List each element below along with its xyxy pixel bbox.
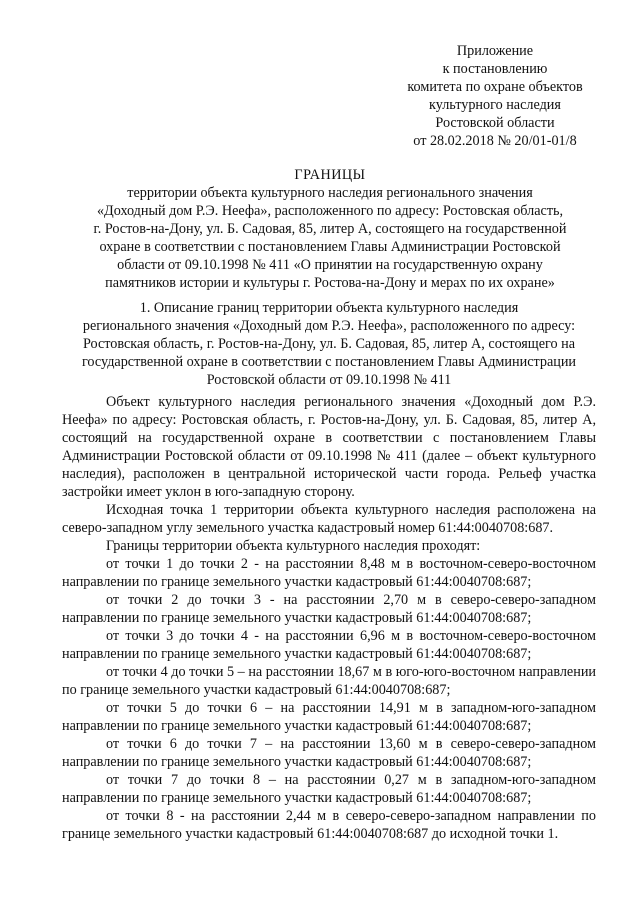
start-point-paragraph: Исходная точка 1 территории объекта культурного наследия расположена на северо-западном углу земельного участка кадастровый номер 61:44:0040708:687.	[62, 502, 596, 536]
section-heading-line: Ростовская область, г. Ростов-на-Дону, ул. Б. Садовая, 85, литер А, состоящего на	[82, 336, 576, 352]
title-line: «Доходный дом Р.Э. Неефа», расположенного по адресу: Ростовская область,	[96, 203, 564, 219]
section-heading-line: регионального значения «Доходный дом Р.Э. Неефа», расположенного по адресу:	[82, 318, 576, 334]
title-line: памятников истории и культуры г. Ростова-на-Дону и мерах по их охране»	[105, 275, 555, 291]
title-line: охране в соответствии с постановлением Главы Администрации Ростовской	[99, 239, 561, 255]
boundary-segment: от точки 2 до точки 3 - на расстоянии 2,70 м в северо-северо-западном направлении по границе земельного участки кадастровый 61:44:0040708:687;	[62, 592, 596, 626]
title-line: области от 09.10.1998 № 411 «О принятии на государственную охрану	[117, 257, 543, 273]
boundaries-intro: Границы территории объекта культурного наследия проходят:	[106, 538, 481, 554]
title-line: территории объекта культурного наследия регионального значения	[127, 185, 533, 201]
title-line: г. Ростов-на-Дону, ул. Б. Садовая, 85, литер А, состоящего на государственной	[93, 221, 567, 237]
title-heading: ГРАНИЦЫ	[294, 167, 366, 183]
document-title	[60, 166, 600, 292]
intro-paragraph: Объект культурного наследия регионального значения «Доходный дом Р.Э. Неефа» по адресу: Ростовская область, г. Ростов-на-Дону, ул. Б. Садовая, 85, литер А, состоящий на государственной охране в соответствии с постановлением Главы Администрации Ростовской области от 09.10.1998 № 411 (далее – объект культурного наследия), расположен в центральной исторической части города. Рельеф участка застройки имеет уклон в юго-западную сторону.	[62, 394, 596, 500]
appendix-line: комитета по охране объектов	[407, 79, 583, 95]
boundary-segment: от точки 3 до точки 4 - на расстоянии 6,96 м в восточном-северо-восточном направлении по границе земельного участки кадастровый 61:44:0040708:687;	[62, 628, 596, 662]
boundary-segment: от точки 4 до точки 5 – на расстоянии 18,67 м в юго-юго-восточном направлении по границе земельного участки кадастровый 61:44:0040708:687;	[62, 664, 596, 698]
appendix-line: культурного наследия	[429, 97, 561, 113]
section-heading-line: государственной охране в соответствии с постановлением Главы Администрации	[81, 354, 577, 370]
appendix-line: от 28.02.2018 № 20/01-01/8	[413, 133, 577, 149]
section-heading-line: 1. Описание границ территории объекта культурного наследия	[139, 300, 519, 316]
appendix-block	[380, 42, 610, 150]
boundary-segment: от точки 5 до точки 6 – на расстоянии 14,91 м в западном-юго-западном направлении по границе земельного участки кадастровый 61:44:0040708:687;	[62, 700, 596, 734]
boundary-segment: от точки 6 до точки 7 – на расстоянии 13,60 м в северо-северо-западном направлении по границе земельного участки кадастровый 61:44:0040708:687;	[62, 736, 596, 770]
boundary-segment: от точки 7 до точки 8 – на расстоянии 0,27 м в западном-юго-западном направлении по границе земельного участки кадастровый 61:44:0040708:687;	[62, 772, 596, 806]
section-heading	[55, 299, 603, 389]
appendix-line: Ростовской области	[435, 115, 555, 131]
boundary-segment: от точки 1 до точки 2 - на расстоянии 8,48 м в восточном-северо-восточном направлении по границе земельного участки кадастровый 61:44:0040708:687;	[62, 556, 596, 590]
appendix-line: Приложение	[456, 43, 534, 59]
appendix-line: к постановлению	[442, 61, 548, 77]
section-heading-line: Ростовской области от 09.10.1998 № 411	[206, 372, 452, 388]
boundary-segment: от точки 8 - на расстоянии 2,44 м в северо-северо-западном направлении по границе земельного участки кадастровый 61:44:0040708:687 до исходной точки 1.	[62, 808, 596, 842]
document-body	[62, 393, 596, 843]
